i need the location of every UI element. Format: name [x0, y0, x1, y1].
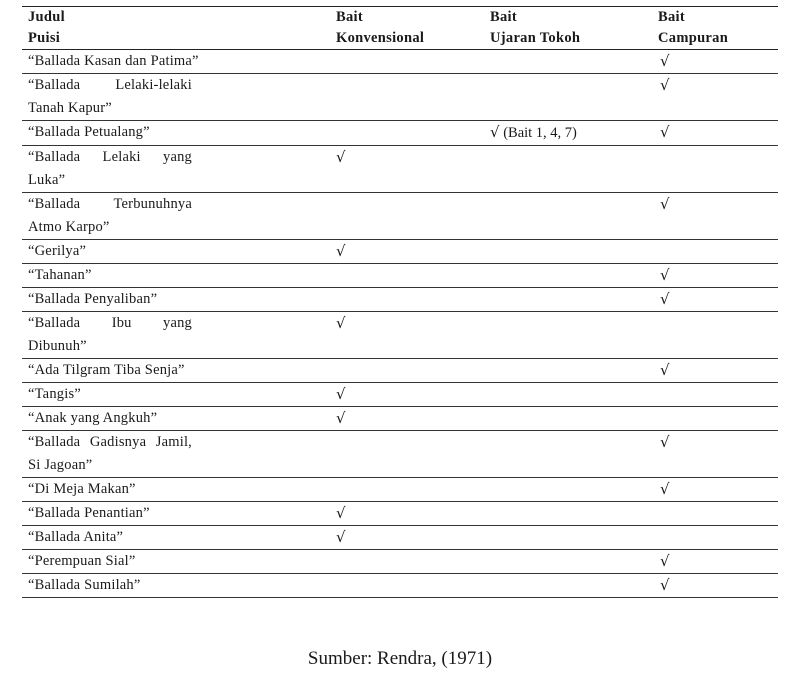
poem-title: “Ballada Penyaliban” [28, 291, 158, 307]
poem-title: “Ballada Terbunuhnya Atmo Karpo” [28, 196, 192, 235]
campuran-cell: √ [652, 193, 778, 240]
poem-title-cell [22, 383, 330, 407]
ujaran-tokoh-cell [484, 288, 652, 312]
campuran-cell [652, 502, 778, 526]
konvensional-cell: √ [330, 526, 484, 550]
campuran-cell: √ [652, 288, 778, 312]
poem-title: “Ballada Sumilah” [28, 577, 141, 593]
konvensional-cell [330, 550, 484, 574]
document [22, 6, 778, 598]
poem-title-cell [22, 74, 330, 121]
poem-title-cell [22, 121, 330, 146]
konvensional-cell [330, 121, 484, 146]
konvensional-cell [330, 288, 484, 312]
poem-title-cell [22, 407, 330, 431]
poem-title-cell [22, 146, 330, 193]
source-caption: Sumber: Rendra, (1971) [307, 648, 493, 669]
header-bait-konvensional: Bait Konvensional [330, 7, 484, 50]
table-row [22, 288, 778, 312]
table-row [22, 146, 778, 193]
konvensional-cell [330, 193, 484, 240]
poem-title: “Anak yang Angkuh” [28, 410, 158, 426]
poem-title-cell [22, 526, 330, 550]
poem-title-cell [22, 550, 330, 574]
campuran-cell: √ [652, 478, 778, 502]
poem-title-cell [22, 193, 330, 240]
ujaran-tokoh-cell [484, 478, 652, 502]
poem-title-cell [22, 359, 330, 383]
table-row [22, 264, 778, 288]
poem-title-cell [22, 288, 330, 312]
campuran-cell: √ [652, 50, 778, 74]
konvensional-cell [330, 264, 484, 288]
table-row [22, 502, 778, 526]
ujaran-tokoh-cell [484, 407, 652, 431]
header-bait-campuran: Bait Campuran [652, 7, 778, 50]
table-row [22, 574, 778, 598]
ujaran-tokoh-cell [484, 121, 652, 146]
konvensional-cell [330, 359, 484, 383]
ujaran-tokoh-cell [484, 74, 652, 121]
konvensional-cell [330, 431, 484, 478]
table-row [22, 50, 778, 74]
ujaran-tokoh-cell [484, 193, 652, 240]
konvensional-cell [330, 574, 484, 598]
ujaran-tokoh-cell [484, 264, 652, 288]
table-row [22, 431, 778, 478]
poem-title: “Tangis” [28, 386, 81, 402]
poem-title: “Ada Tilgram Tiba Senja” [28, 362, 185, 378]
poem-title-cell [22, 50, 330, 74]
table-row [22, 383, 778, 407]
poem-title: “Ballada Kasan dan Patima” [28, 53, 199, 69]
ujaran-tokoh-cell [484, 502, 652, 526]
poem-title-cell [22, 240, 330, 264]
ujaran-tokoh-cell [484, 574, 652, 598]
campuran-cell: √ [652, 431, 778, 478]
poem-title: “Di Meja Makan” [28, 481, 136, 497]
konvensional-cell: √ [330, 312, 484, 359]
campuran-cell [652, 383, 778, 407]
poem-title: “Ballada Gadisnya Jamil, Si Jagoan” [28, 434, 192, 473]
header-bait-ujaran-tokoh: Bait Ujaran Tokoh [484, 7, 652, 50]
ujaran-tokoh-note: (Bait 1, 4, 7) [503, 125, 577, 141]
campuran-cell [652, 240, 778, 264]
poem-title: “Perempuan Sial” [28, 553, 136, 569]
campuran-cell: √ [652, 550, 778, 574]
poem-title-cell [22, 312, 330, 359]
konvensional-cell: √ [330, 383, 484, 407]
konvensional-cell: √ [330, 240, 484, 264]
poem-title: “Gerilya” [28, 243, 87, 259]
ujaran-tokoh-cell [484, 240, 652, 264]
konvensional-cell [330, 74, 484, 121]
campuran-cell [652, 407, 778, 431]
table-row [22, 359, 778, 383]
header-row [22, 7, 778, 50]
poem-title: “Ballada Penantian” [28, 505, 150, 521]
table-row [22, 74, 778, 121]
ujaran-tokoh-cell [484, 550, 652, 574]
ujaran-tokoh-cell [484, 146, 652, 193]
campuran-cell [652, 312, 778, 359]
campuran-cell [652, 146, 778, 193]
poem-title-cell [22, 478, 330, 502]
table-body [22, 50, 778, 598]
header-judul-puisi: Judul Puisi [22, 7, 330, 50]
table-row [22, 193, 778, 240]
ujaran-tokoh-cell [484, 383, 652, 407]
ujaran-tokoh-check: √ [490, 123, 500, 141]
campuran-cell: √ [652, 359, 778, 383]
poem-title-cell [22, 264, 330, 288]
campuran-cell: √ [652, 74, 778, 121]
table-row [22, 550, 778, 574]
ujaran-tokoh-cell [484, 312, 652, 359]
table-row [22, 121, 778, 146]
poem-title: “Ballada Lelaki-lelaki Tanah Kapur” [28, 77, 192, 116]
konvensional-cell: √ [330, 146, 484, 193]
campuran-cell: √ [652, 264, 778, 288]
poem-title: “Ballada Petualang” [28, 124, 150, 140]
poem-title: “Tahanan” [28, 267, 92, 283]
campuran-cell [652, 526, 778, 550]
campuran-cell: √ [652, 121, 778, 146]
poem-stanza-table [22, 6, 778, 598]
ujaran-tokoh-cell [484, 359, 652, 383]
poem-title: “Ballada Lelaki yang Luka” [28, 149, 192, 188]
table-row [22, 240, 778, 264]
poem-title: “Ballada Ibu yang Dibunuh” [28, 315, 192, 354]
table-row [22, 478, 778, 502]
table-row [22, 312, 778, 359]
poem-title-cell [22, 431, 330, 478]
table-header [22, 7, 778, 50]
ujaran-tokoh-cell [484, 431, 652, 478]
ujaran-tokoh-cell [484, 526, 652, 550]
konvensional-cell [330, 50, 484, 74]
konvensional-cell [330, 478, 484, 502]
konvensional-cell: √ [330, 502, 484, 526]
poem-title-cell [22, 502, 330, 526]
table-row [22, 526, 778, 550]
ujaran-tokoh-cell [484, 50, 652, 74]
konvensional-cell: √ [330, 407, 484, 431]
campuran-cell: √ [652, 574, 778, 598]
poem-title-cell [22, 574, 330, 598]
poem-title: “Ballada Anita” [28, 529, 124, 545]
table-row [22, 407, 778, 431]
